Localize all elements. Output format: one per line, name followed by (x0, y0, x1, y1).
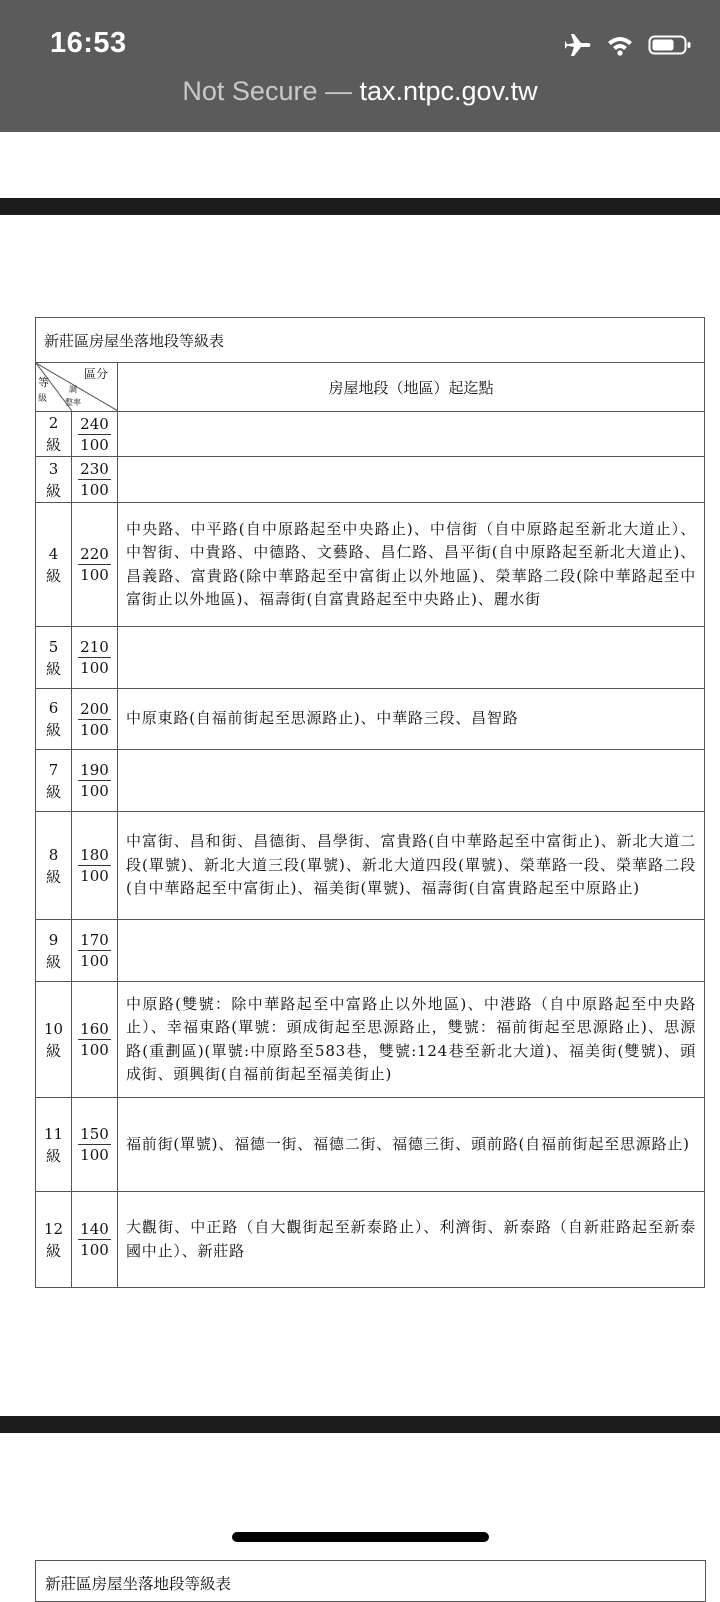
table-row (36, 689, 705, 750)
header-section-label: 區分 (84, 367, 109, 381)
header-grade-label: 等 (38, 376, 49, 389)
rate-cell: 240 100 (72, 412, 118, 457)
rate-cell: 200 100 (72, 689, 118, 750)
table-row (36, 920, 705, 982)
rate-cell: 140 100 (72, 1192, 118, 1288)
table-row (36, 982, 705, 1098)
address-bar[interactable] (0, 76, 720, 107)
table-row (36, 627, 705, 689)
header-section-range: 房屋地段（地區）起迄點 (118, 363, 705, 412)
grade-cell: 12 級 (36, 1192, 72, 1288)
grade-cell: 3 級 (36, 457, 72, 503)
header-rate-label: 整率 (65, 398, 81, 407)
home-indicator[interactable] (232, 1532, 489, 1542)
range-cell (118, 920, 705, 982)
rate-cell: 160 100 (72, 982, 118, 1098)
table-row (36, 1192, 705, 1288)
table-row (36, 412, 705, 457)
rate-cell: 210 100 (72, 627, 118, 689)
range-cell: 中原路(雙號：除中華路起至中富路止以外地區)、中港路（自中原路起至中央路止）、幸福東路(單號：頭成街起至思源路止，雙號：福前街起至思源路止)、思源路(重劃區)(單號:中原路至583巷，雙號:124巷至新北大道)、福美街(雙號)、頭成街、頭興街(自福前街起至福美街止) (118, 982, 705, 1098)
table-row (36, 750, 705, 812)
rate-cell: 220 100 (72, 503, 118, 627)
grade-cell: 5 級 (36, 627, 72, 689)
page-divider (0, 1416, 720, 1433)
table-title: 新莊區房屋坐落地段等級表 (36, 318, 705, 363)
security-label: Not Secure — (182, 76, 360, 106)
grade-cell: 2 級 (36, 412, 72, 457)
next-page-title: 新莊區房屋坐落地段等級表 (45, 1575, 232, 1593)
rate-cell: 230 100 (72, 457, 118, 503)
grade-table (35, 317, 705, 1288)
grade-cell: 6 級 (36, 689, 72, 750)
grade-cell: 10 級 (36, 982, 72, 1098)
header-grade-label-2: 級 (38, 394, 48, 404)
range-cell: 中原東路(自福前街起至思源路止)、中華路三段、昌智路 (118, 689, 705, 750)
header-adjust-label: 調 (69, 385, 77, 394)
range-cell: 大觀街、中正路（自大觀街起至新泰路止）、利濟街、新泰路（自新莊路起至新泰國中止）、新莊路 (118, 1192, 705, 1288)
rate-cell: 190 100 (72, 750, 118, 812)
rate-cell: 180 100 (72, 812, 118, 920)
table-row (36, 503, 705, 627)
header-corner-cell (36, 363, 118, 412)
grade-cell: 4 級 (36, 503, 72, 627)
table-row (36, 812, 705, 920)
url-host: tax.ntpc.gov.tw (359, 76, 538, 106)
range-cell: 福前街(單號)、福德一街、福德二街、福德三街、頭前路(自福前街起至思源路止) (118, 1098, 705, 1192)
rate-cell: 170 100 (72, 920, 118, 982)
browser-chrome (0, 0, 720, 132)
rate-cell: 150 100 (72, 1098, 118, 1192)
page-divider (0, 198, 720, 215)
status-time: 16:53 (50, 27, 127, 59)
range-cell (118, 750, 705, 812)
grade-cell: 9 級 (36, 920, 72, 982)
grade-cell: 11 級 (36, 1098, 72, 1192)
wifi-icon (606, 34, 634, 56)
range-cell: 中央路、中平路(自中原路起至中央路止)、中信街（自中原路起至新北大道止）、中智街、中貴路、中德路、文藝路、昌仁路、昌平街(自中原路起至新北大道止)、昌義路、富貴路(除中華路起至中富街止以外地區)、榮華路二段(除中華路起至中富街止以外地區)、福壽街(自富貴路起至中央路止)、麗水街 (118, 503, 705, 627)
range-cell (118, 412, 705, 457)
battery-icon (648, 34, 692, 56)
grade-cell: 8 級 (36, 812, 72, 920)
table-row (36, 457, 705, 503)
range-cell: 中富街、昌和街、昌德街、昌學街、富貴路(自中華路起至中富街止)、新北大道二段(單號)、新北大道三段(單號)、新北大道四段(單號)、榮華路一段、榮華路二段(自中華路起至中富街止)、福美街(單號)、福壽街(自富貴路起至中原路止) (118, 812, 705, 920)
range-cell (118, 457, 705, 503)
table-row (36, 1098, 705, 1192)
status-icons (562, 30, 692, 60)
range-cell (118, 627, 705, 689)
airplane-icon (562, 32, 592, 58)
grade-cell: 7 級 (36, 750, 72, 812)
